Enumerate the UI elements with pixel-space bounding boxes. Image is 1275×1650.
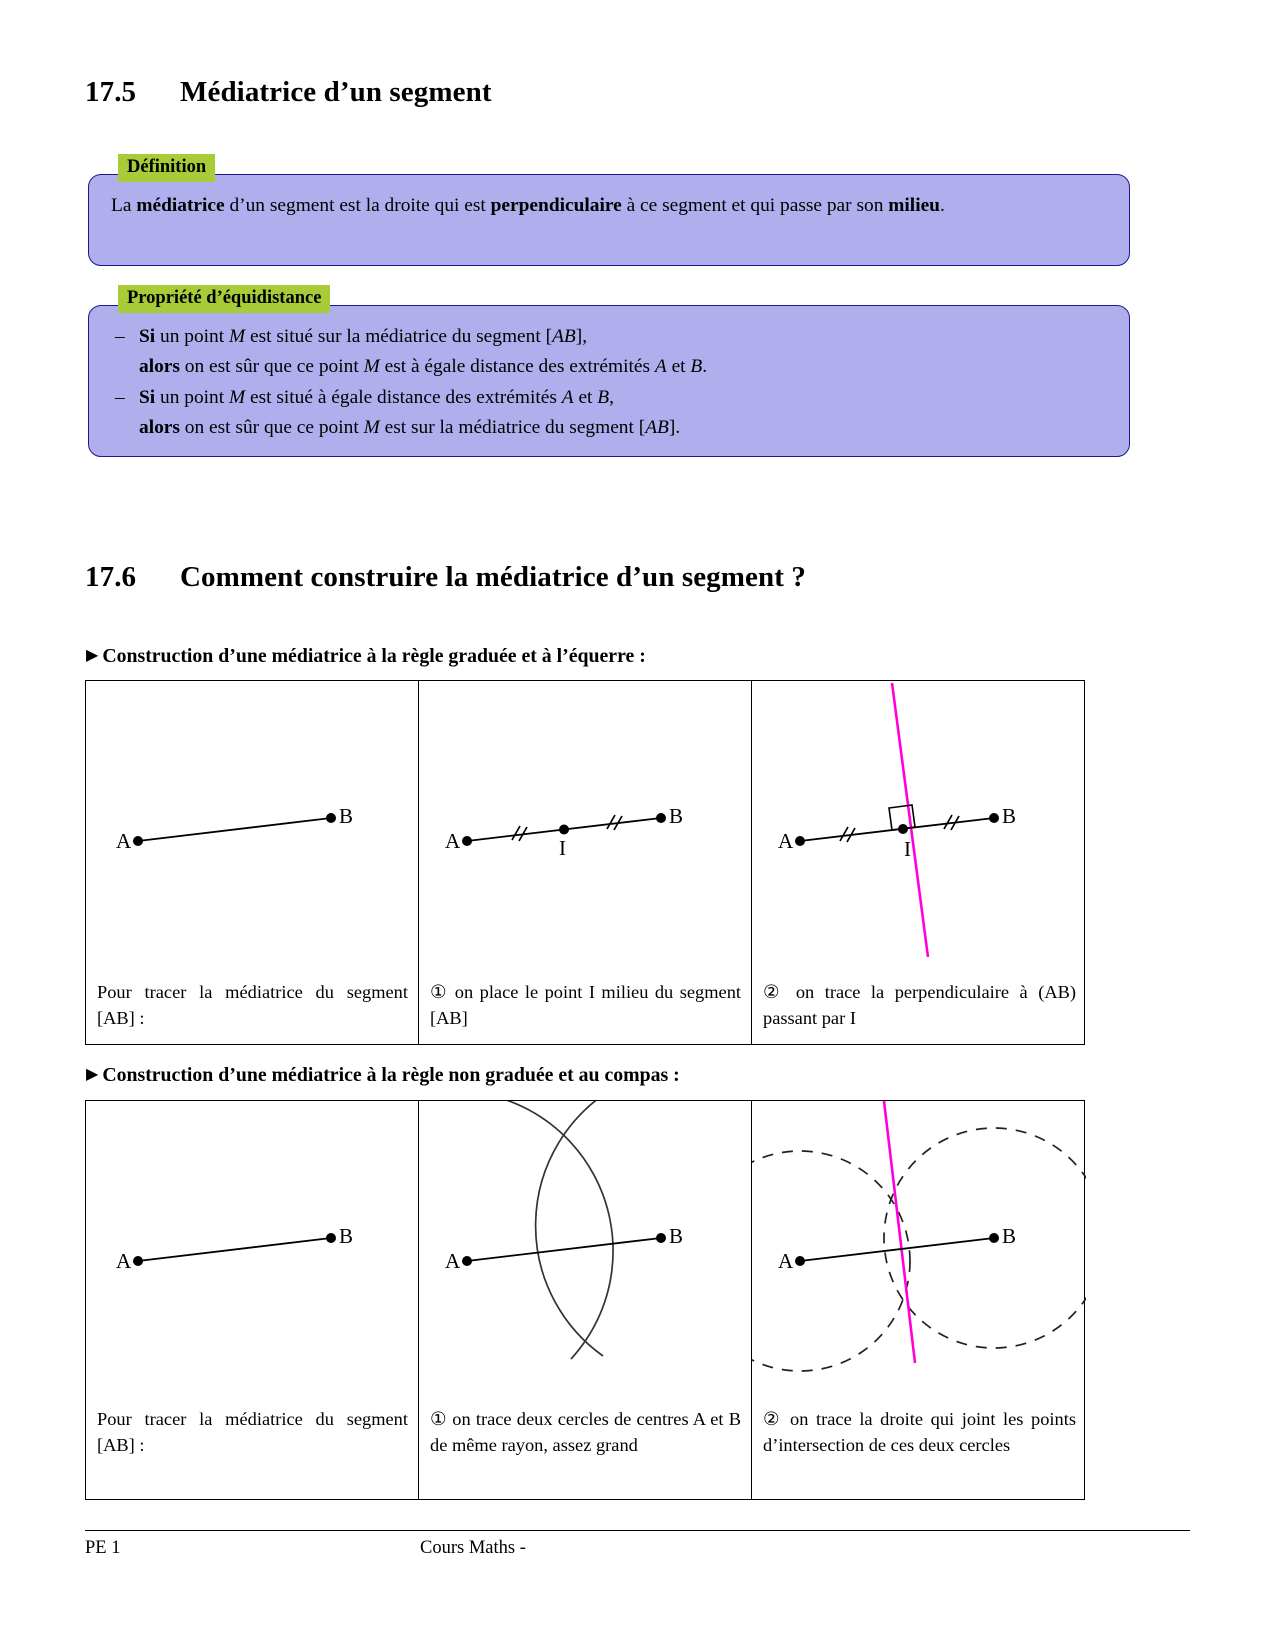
definition-b3: milieu <box>888 195 940 216</box>
definition-b2: perpendiculaire <box>490 195 622 216</box>
svg-text:A: A <box>116 829 132 853</box>
triangle-bullet-icon: ▶ <box>86 1066 99 1083</box>
method2-col-3 <box>752 1101 1086 1499</box>
definition-t4: . <box>939 195 945 216</box>
definition-tag: Définition <box>118 154 215 182</box>
segment-ab-diagram <box>86 1101 418 1398</box>
footer-center: Cours Maths - <box>420 1538 526 1558</box>
method2-table <box>85 1100 1085 1500</box>
triangle-bullet-icon: ▶ <box>86 647 99 664</box>
property-si-text: un point M est situé à égale distance des extrémités A et B, <box>155 387 615 409</box>
property-list <box>89 306 1129 454</box>
property-item <box>113 383 1107 443</box>
method2-caption-1: Pour tracer la médiatrice du segment [AB] : <box>97 1409 408 1456</box>
svg-text:B: B <box>1002 804 1017 828</box>
method1-table <box>85 680 1085 1045</box>
svg-text:A: A <box>778 829 794 853</box>
property-si-bold: Si <box>139 326 156 347</box>
method1-figure-3 <box>752 681 1086 971</box>
property-si-text: un point M est situé sur la médiatrice du segment [AB], <box>155 326 588 347</box>
segment-ab-diagram <box>86 681 418 971</box>
property-alors-text: on est sûr que ce point M est sur la médiatrice du segment [AB]. <box>179 417 681 439</box>
definition-t3: à ce segment et qui passe par son <box>621 195 889 216</box>
segment-ab-midpoint-diagram <box>419 681 751 971</box>
method2-caption-2: ① on trace deux cercles de centres A et B de même rayon, assez grand <box>430 1409 741 1456</box>
svg-text:B: B <box>1002 1224 1017 1248</box>
property-alors-bold: alors <box>139 417 180 439</box>
method1-heading-text: Construction d’une médiatrice à la règle graduée et à l’équerre : <box>102 645 646 667</box>
section-title: Comment construire la médiatrice d’un segment ? <box>180 561 806 593</box>
method2-figure-3 <box>752 1101 1086 1398</box>
property-box <box>88 305 1130 457</box>
svg-text:B: B <box>669 1224 684 1248</box>
method1-col-2 <box>419 681 752 1044</box>
method1-figure-2 <box>419 681 751 971</box>
property-alors-text: on est sûr que ce point M est à égale distance des extrémités A et B. <box>179 356 708 378</box>
svg-text:B: B <box>669 804 684 828</box>
method2-col-2 <box>419 1101 752 1499</box>
property-alors-bold: alors <box>139 356 180 378</box>
method2-figure-1 <box>86 1101 418 1398</box>
method1-caption-1: Pour tracer la médiatrice du segment [AB] : <box>97 982 408 1029</box>
footer-divider <box>85 1530 1190 1531</box>
definition-t1: La <box>111 195 137 216</box>
method2-caption-3: ② on trace la droite qui joint les points d’intersection de ces deux cercles <box>763 1409 1076 1456</box>
method1-col-3 <box>752 681 1086 1044</box>
svg-text:I: I <box>904 837 911 861</box>
svg-text:A: A <box>116 1249 132 1273</box>
method1-figure-1 <box>86 681 418 971</box>
method2-col-1 <box>86 1101 419 1499</box>
method1-caption-2: ① on place le point I milieu du segment [AB] <box>430 982 741 1029</box>
svg-text:B: B <box>339 804 354 828</box>
definition-box <box>88 174 1130 266</box>
method1-caption-3: ② on trace la perpendiculaire à (AB) passant par I <box>763 982 1076 1029</box>
definition-t2: d’un segment est la droite qui est <box>224 195 491 216</box>
svg-text:B: B <box>339 1224 354 1248</box>
property-si-bold: Si <box>139 387 156 409</box>
perpendicular-bisector-diagram <box>752 681 1086 971</box>
svg-text:A: A <box>445 829 461 853</box>
two-circles-diagram <box>419 1101 751 1398</box>
definition-text <box>89 175 1129 234</box>
section-heading-17-5 <box>85 76 492 109</box>
property-tag: Propriété d’équidistance <box>118 285 330 313</box>
method1-heading <box>86 645 646 668</box>
method1-col-1 <box>86 681 419 1044</box>
definition-b1: médiatrice <box>136 195 225 216</box>
section-heading-17-6 <box>85 561 806 594</box>
section-number: 17.6 <box>85 561 137 593</box>
svg-text:I: I <box>559 836 566 860</box>
method2-figure-2 <box>419 1101 751 1398</box>
footer-left: PE 1 <box>85 1538 121 1558</box>
section-title: Médiatrice d’un segment <box>180 76 492 108</box>
property-item <box>113 322 1107 382</box>
svg-text:A: A <box>778 1249 794 1273</box>
svg-text:A: A <box>445 1249 461 1273</box>
method2-heading <box>86 1064 680 1087</box>
bisector-from-circles-diagram <box>752 1101 1086 1398</box>
method2-heading-text: Construction d’une médiatrice à la règle non graduée et au compas : <box>102 1064 680 1086</box>
section-number: 17.5 <box>85 76 137 108</box>
